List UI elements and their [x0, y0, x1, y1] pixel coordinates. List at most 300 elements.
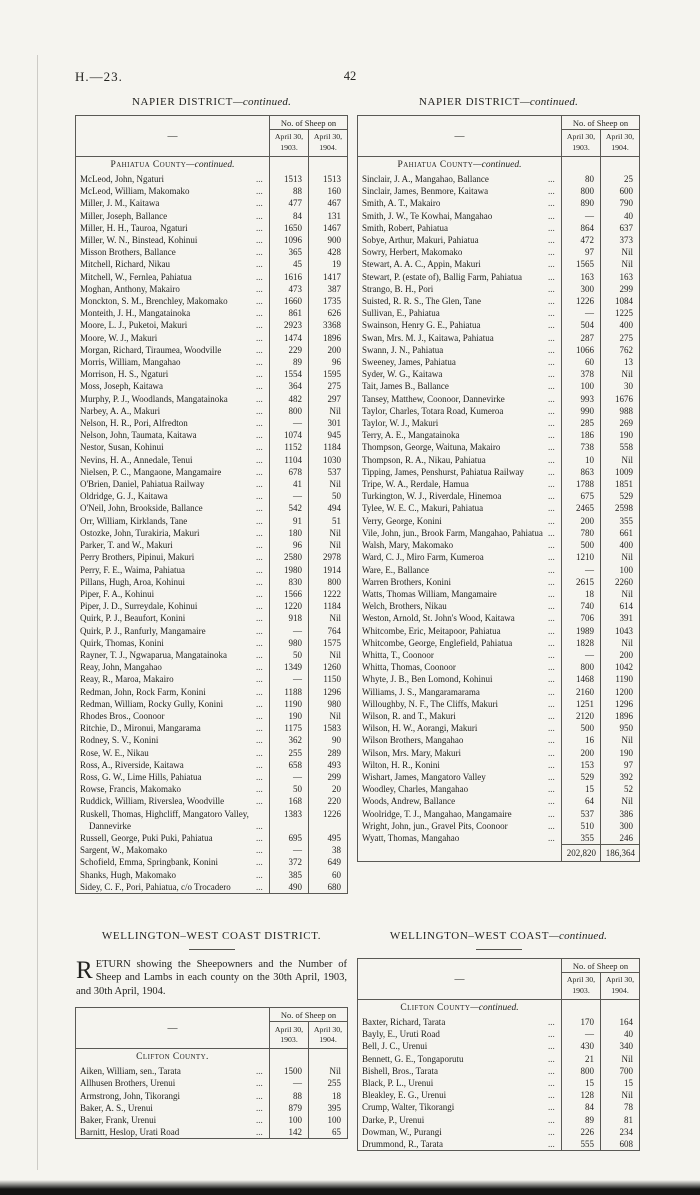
- owner-row: [76, 539, 348, 551]
- owner-name: Whitta, T., Coonoor ...: [358, 649, 562, 661]
- owner-row: [76, 515, 348, 527]
- count-1904: 30: [601, 380, 640, 392]
- district-continued: —continued.: [232, 96, 292, 108]
- count-1904: 945: [309, 429, 348, 441]
- owner-name: Nelson, John, Taumata, Kaitawa ...: [76, 429, 270, 441]
- count-1903: 200: [562, 747, 601, 759]
- owner-name: Ostozke, John, Turakiria, Makuri ...: [76, 527, 270, 539]
- count-1903: 96: [270, 539, 309, 551]
- owner-name: Reay, John, Mangahao ...: [76, 661, 270, 673]
- owner-name: Barnitt, Heslop, Urati Road ...: [76, 1126, 270, 1139]
- owner-row: [358, 1089, 640, 1101]
- count-1904: 355: [601, 515, 640, 527]
- owner-row: [358, 380, 640, 392]
- owner-name: Sowry, Herbert, Makomako ...: [358, 246, 562, 258]
- owner-name: Nelson, H. R., Pori, Alfredton ...: [76, 417, 270, 429]
- count-1904: 200: [601, 649, 640, 661]
- count-1904: 1084: [601, 295, 640, 307]
- owner-name: Terry, A. E., Mangatainoka ...: [358, 429, 562, 441]
- owner-row: [76, 576, 348, 588]
- owner-row: [76, 466, 348, 478]
- count-1903: 1468: [562, 673, 601, 685]
- dropcap-r: R: [76, 957, 93, 984]
- count-1903: 88: [270, 185, 309, 197]
- owner-row: [358, 258, 640, 270]
- count-1904: 980: [309, 698, 348, 710]
- count-1903: 542: [270, 502, 309, 514]
- owner-name: Baxter, Richard, Tarata ...: [358, 1016, 562, 1028]
- owner-row: [76, 600, 348, 612]
- owner-name: Weston, Arnold, St. John's Wood, Kaitawa ...: [358, 612, 562, 624]
- count-1903: —: [270, 490, 309, 502]
- count-1903: 2465: [562, 502, 601, 514]
- owner-name: Wright, John, jun., Gravel Pits, Coonoor ...: [358, 820, 562, 832]
- count-1903: 153: [562, 759, 601, 771]
- owner-row: [358, 1138, 640, 1151]
- owner-row: [358, 649, 640, 661]
- owner-row: [76, 405, 348, 417]
- count-1903: —: [562, 210, 601, 222]
- owner-name: Wyatt, Thomas, Mangahao ...: [358, 832, 562, 845]
- owner-row: [358, 429, 640, 441]
- owner-name: Redman, John, Rock Farm, Konini ...: [76, 686, 270, 698]
- count-1903: 1989: [562, 625, 601, 637]
- count-1904: Nil: [309, 527, 348, 539]
- count-1903: 1210: [562, 551, 601, 563]
- owner-row: [76, 759, 348, 771]
- count-1904: 40: [601, 210, 640, 222]
- count-1903: 529: [562, 771, 601, 783]
- count-1903: 800: [562, 1065, 601, 1077]
- owner-row: [76, 637, 348, 649]
- sheep-count-group-header: No. of Sheep on: [562, 116, 640, 130]
- owner-row: [358, 490, 640, 502]
- owner-name: Welch, Brothers, Nikau ...: [358, 600, 562, 612]
- owner-name: O'Brien, Daniel, Pahiatua Railway ...: [76, 478, 270, 490]
- owner-row: [358, 295, 640, 307]
- count-1904: 1226: [309, 808, 348, 832]
- blank-cell: [601, 1000, 640, 1017]
- count-1903: 472: [562, 234, 601, 246]
- count-1904: 1260: [309, 661, 348, 673]
- blank-cell: [309, 1049, 348, 1066]
- count-1904: 764: [309, 625, 348, 637]
- count-1904: 100: [309, 1114, 348, 1126]
- owner-name: Wilson, Mrs. Mary, Makuri ...: [358, 747, 562, 759]
- count-1904: 529: [601, 490, 640, 502]
- owner-row: [76, 710, 348, 722]
- count-1904: 1296: [601, 698, 640, 710]
- count-1903: 89: [562, 1114, 601, 1126]
- owner-name: Rayner, T. J., Ngwaparua, Mangatainoka ...: [76, 649, 270, 661]
- count-1903: 800: [562, 661, 601, 673]
- owner-row: [358, 1028, 640, 1040]
- owner-row: [76, 527, 348, 539]
- owner-name: Darke, P., Urenui ...: [358, 1114, 562, 1126]
- blank-cell: [562, 157, 601, 174]
- owner-row: [358, 686, 640, 698]
- count-1904: 1190: [601, 673, 640, 685]
- owner-name: McLeod, William, Makomako ...: [76, 185, 270, 197]
- count-1904: 1735: [309, 295, 348, 307]
- count-1903: 500: [562, 539, 601, 551]
- count-1904: 255: [309, 1077, 348, 1089]
- owner-name: Drummond, R., Tarata ...: [358, 1138, 562, 1151]
- total-1904: 186,364: [601, 845, 640, 862]
- count-1903: 861: [270, 307, 309, 319]
- count-1903: 1074: [270, 429, 309, 441]
- owner-row: [76, 490, 348, 502]
- napier-right-column: [357, 96, 640, 862]
- count-1903: 473: [270, 283, 309, 295]
- napier-left-column: [75, 96, 348, 894]
- count-1903: 16: [562, 734, 601, 746]
- owner-row: [358, 588, 640, 600]
- count-1904: 301: [309, 417, 348, 429]
- count-1904: 299: [601, 283, 640, 295]
- owner-name: Ruddick, William, Riverslea, Woodville ...: [76, 795, 270, 807]
- district-name: WELLINGTON–WEST COAST DISTRICT.: [101, 930, 322, 942]
- county-heading-row: [76, 157, 348, 174]
- owner-row: [358, 466, 640, 478]
- owner-name: Willoughby, N. F., The Cliffs, Makuri ...: [358, 698, 562, 710]
- owner-row: [358, 393, 640, 405]
- owner-row: [358, 405, 640, 417]
- owner-name: Taylor, W. J., Makuri ...: [358, 417, 562, 429]
- owner-name: Strango, B. H., Pori ...: [358, 283, 562, 295]
- owner-row: [76, 368, 348, 380]
- count-1904: 900: [309, 234, 348, 246]
- count-1904: 19: [309, 258, 348, 270]
- owner-row: [76, 222, 348, 234]
- owner-name: Moore, L. J., Puketoi, Makuri ...: [76, 319, 270, 331]
- count-1903: 50: [270, 649, 309, 661]
- count-1903: 200: [562, 515, 601, 527]
- sheep-table-wellington-left: [75, 1007, 348, 1139]
- count-1904: 246: [601, 832, 640, 845]
- county-heading: [358, 157, 562, 174]
- owner-row: [76, 1090, 348, 1102]
- owner-row: [358, 673, 640, 685]
- owner-name: Monckton, S. M., Brenchley, Makomako ...: [76, 295, 270, 307]
- owner-name: Piper, F. A., Kohinui ...: [76, 588, 270, 600]
- owner-name: Smith, J. W., Te Kowhai, Mangahao ...: [358, 210, 562, 222]
- owner-row: [76, 173, 348, 185]
- owner-row: [76, 271, 348, 283]
- count-1904: 220: [309, 795, 348, 807]
- count-1903: 430: [562, 1040, 601, 1052]
- owner-row: [76, 625, 348, 637]
- owner-row: [358, 783, 640, 795]
- owner-row: [358, 637, 640, 649]
- owner-name: Bayly, E., Uruti Road ...: [358, 1028, 562, 1040]
- owner-row: [358, 1126, 640, 1138]
- count-1904: 65: [309, 1126, 348, 1139]
- count-1904: Nil: [601, 551, 640, 563]
- county-continued: —continued.: [470, 1003, 519, 1013]
- count-1903: —: [270, 625, 309, 637]
- owner-row: [358, 759, 640, 771]
- name-column-header: —: [358, 116, 562, 157]
- district-name: NAPIER DISTRICT: [418, 96, 520, 108]
- heading-rule: [476, 949, 522, 950]
- intro-text: ETURN showing the Sheepowners and the Number of Sheep and Lambs in each county on the 30th April, 1903, and 30th April, 1904.: [76, 959, 347, 997]
- count-1903: 385: [270, 869, 309, 881]
- sheep-count-group-header: No. of Sheep on: [270, 1008, 348, 1022]
- count-1904: Nil: [601, 795, 640, 807]
- count-1904: 164: [601, 1016, 640, 1028]
- owner-name: Nestor, Susan, Kohinui ...: [76, 441, 270, 453]
- count-1903: 658: [270, 759, 309, 771]
- column-header-1903: April 30, 1903.: [270, 1022, 309, 1049]
- owner-row: [76, 734, 348, 746]
- owner-row: [76, 722, 348, 734]
- owner-row: [358, 441, 640, 453]
- count-1903: 226: [562, 1126, 601, 1138]
- count-1904: 2598: [601, 502, 640, 514]
- count-1904: 131: [309, 210, 348, 222]
- owner-row: [76, 588, 348, 600]
- count-1903: 2923: [270, 319, 309, 331]
- owner-name: Thompson, R. A., Nikau, Pahiatua ...: [358, 454, 562, 466]
- count-1903: 1066: [562, 344, 601, 356]
- count-1903: 229: [270, 344, 309, 356]
- owner-name: Whitcombe, Eric, Meitapoor, Pahiatua ...: [358, 625, 562, 637]
- county-continued: —continued.: [473, 160, 522, 170]
- count-1903: 89: [270, 356, 309, 368]
- owner-name: Reay, R., Maroa, Makairo ...: [76, 673, 270, 685]
- wellington-left-column: [75, 930, 348, 1139]
- owner-name: Sargent, W., Makomako ...: [76, 844, 270, 856]
- count-1903: 97: [562, 246, 601, 258]
- count-1904: 700: [601, 1065, 640, 1077]
- district-name: NAPIER DISTRICT: [131, 96, 233, 108]
- owner-row: [358, 1101, 640, 1113]
- count-1904: 96: [309, 356, 348, 368]
- count-1903: 84: [270, 210, 309, 222]
- county-name: Clifton County: [400, 1003, 471, 1013]
- column-header-1903: April 30, 1903.: [562, 130, 601, 157]
- count-1904: 950: [601, 722, 640, 734]
- owner-name: Piper, J. D., Surreydale, Kohinui ...: [76, 600, 270, 612]
- owner-row: [358, 612, 640, 624]
- owner-name: Rodney, S. V., Konini ...: [76, 734, 270, 746]
- count-1904: 190: [601, 747, 640, 759]
- count-1904: Nil: [601, 368, 640, 380]
- count-1904: Nil: [601, 246, 640, 258]
- owner-name: Wilson, H. W., Aorangi, Makuri ...: [358, 722, 562, 734]
- count-1904: 626: [309, 307, 348, 319]
- count-1903: 1788: [562, 478, 601, 490]
- count-1903: 918: [270, 612, 309, 624]
- owner-row: [76, 551, 348, 563]
- count-1903: —: [270, 1077, 309, 1089]
- count-1904: 81: [601, 1114, 640, 1126]
- owner-name: Tylee, W. E. C., Makuri, Pahiatua ...: [358, 502, 562, 514]
- count-1903: 1251: [562, 698, 601, 710]
- count-1904: 386: [601, 808, 640, 820]
- count-1904: 400: [601, 539, 640, 551]
- count-1903: 1828: [562, 637, 601, 649]
- count-1904: 163: [601, 271, 640, 283]
- count-1904: 160: [309, 185, 348, 197]
- count-1903: 490: [270, 881, 309, 894]
- total-1903: 202,820: [562, 845, 601, 862]
- owner-row: [76, 478, 348, 490]
- owner-row: [358, 1114, 640, 1126]
- owner-name: Bennett, G. E., Tongaporutu ...: [358, 1053, 562, 1065]
- owner-row: [76, 185, 348, 197]
- count-1903: 372: [270, 856, 309, 868]
- owner-row: [358, 832, 640, 845]
- owner-row: [76, 356, 348, 368]
- owner-name: Tansey, Matthew, Coonoor, Dannevirke ...: [358, 393, 562, 405]
- count-1903: 2160: [562, 686, 601, 698]
- owner-name: Thompson, George, Waituna, Makairo ...: [358, 441, 562, 453]
- count-1903: —: [270, 844, 309, 856]
- blank-cell: [358, 845, 562, 862]
- count-1903: 180: [270, 527, 309, 539]
- owner-name: Smith, A. T., Makairo ...: [358, 197, 562, 209]
- owner-row: [76, 856, 348, 868]
- owner-row: [76, 246, 348, 258]
- count-1903: 10: [562, 454, 601, 466]
- return-intro-paragraph: [76, 958, 347, 998]
- count-1904: 1583: [309, 722, 348, 734]
- count-1904: Nil: [601, 454, 640, 466]
- owner-row: [358, 222, 640, 234]
- count-1903: 890: [562, 197, 601, 209]
- owner-name: Quirk, Thomas, Konini ...: [76, 637, 270, 649]
- county-continued: —continued.: [186, 160, 235, 170]
- count-1903: 1349: [270, 661, 309, 673]
- county-name: Pahiatua County: [110, 160, 187, 170]
- count-1903: 879: [270, 1102, 309, 1114]
- count-1904: 494: [309, 502, 348, 514]
- name-column-header: —: [76, 116, 270, 157]
- owner-name: Rhodes Bros., Coonoor ...: [76, 710, 270, 722]
- count-1903: 1226: [562, 295, 601, 307]
- owner-name: Murphy, P. J., Woodlands, Mangatainoka ...: [76, 393, 270, 405]
- sheep-table-napier-right: [357, 115, 640, 862]
- owner-name: Shanks, Hugh, Makomako ...: [76, 869, 270, 881]
- owner-name: Wilson Brothers, Mangahao ...: [358, 734, 562, 746]
- owner-row: [76, 869, 348, 881]
- count-1904: 275: [601, 332, 640, 344]
- count-1904: 289: [309, 747, 348, 759]
- count-1903: 555: [562, 1138, 601, 1151]
- count-1904: 200: [309, 344, 348, 356]
- owner-name: Ross, G. W., Lime Hills, Pahiatua ...: [76, 771, 270, 783]
- sheep-table-wellington-right: [357, 958, 640, 1151]
- owner-row: [358, 600, 640, 612]
- count-1904: 50: [309, 490, 348, 502]
- district-heading-napier-right: [357, 96, 640, 108]
- count-1903: 695: [270, 832, 309, 844]
- owner-row: [76, 454, 348, 466]
- count-1903: 738: [562, 441, 601, 453]
- count-1904: 60: [309, 869, 348, 881]
- count-1904: 340: [601, 1040, 640, 1052]
- count-1903: 980: [270, 637, 309, 649]
- blank-cell: [562, 1000, 601, 1017]
- owner-row: [76, 380, 348, 392]
- owner-name: Monteith, J. H., Mangatainoka ...: [76, 307, 270, 319]
- count-1904: 15: [601, 1077, 640, 1089]
- count-1903: 830: [270, 576, 309, 588]
- owner-row: [358, 576, 640, 588]
- count-1904: Nil: [601, 734, 640, 746]
- county-heading: [358, 1000, 562, 1017]
- count-1904: 297: [309, 393, 348, 405]
- owner-row: [76, 747, 348, 759]
- count-1904: 300: [601, 820, 640, 832]
- count-1903: 100: [270, 1114, 309, 1126]
- count-1904: 13: [601, 356, 640, 368]
- owner-name: Morrison, H. S., Ngaturi ...: [76, 368, 270, 380]
- count-1904: 614: [601, 600, 640, 612]
- owner-row: [358, 271, 640, 283]
- count-1904: 40: [601, 1028, 640, 1040]
- owner-name: Moss, Joseph, Kaitawa ...: [76, 380, 270, 392]
- owner-row: [76, 332, 348, 344]
- count-1903: 482: [270, 393, 309, 405]
- owner-name: Ritchie, D., Mironui, Mangarama ...: [76, 722, 270, 734]
- owner-row: [358, 747, 640, 759]
- count-1904: Nil: [309, 710, 348, 722]
- scan-edge-bottom: [0, 1180, 700, 1195]
- name-column-header: —: [76, 1008, 270, 1049]
- owner-name: Swann, J. N., Pahiatua ...: [358, 344, 562, 356]
- column-header-1903: April 30, 1903.: [270, 130, 309, 157]
- count-1903: 21: [562, 1053, 601, 1065]
- owner-name: Aiken, William, sen., Tarata ...: [76, 1065, 270, 1077]
- owner-name: Ward, C. J., Miro Farm, Kumeroa ...: [358, 551, 562, 563]
- owner-name: Sinclair, J. A., Mangahao, Ballance ...: [358, 173, 562, 185]
- count-1904: Nil: [601, 637, 640, 649]
- owner-name: Moghan, Anthony, Makairo ...: [76, 283, 270, 295]
- count-1904: 608: [601, 1138, 640, 1151]
- county-heading-row: [358, 1000, 640, 1017]
- count-1903: 285: [562, 417, 601, 429]
- count-1904: Nil: [309, 1065, 348, 1077]
- owner-row: [358, 1077, 640, 1089]
- count-1904: 661: [601, 527, 640, 539]
- owner-row: [358, 698, 640, 710]
- owner-row: [76, 319, 348, 331]
- owner-name: Orr, William, Kirklands, Tane ...: [76, 515, 270, 527]
- county-heading: [76, 157, 270, 174]
- owner-name: Woodley, Charles, Mangahao ...: [358, 783, 562, 795]
- owner-row: [76, 661, 348, 673]
- count-1903: 800: [270, 405, 309, 417]
- owner-row: [76, 1077, 348, 1089]
- owner-row: [76, 783, 348, 795]
- count-1904: 680: [309, 881, 348, 894]
- count-1903: 1188: [270, 686, 309, 698]
- count-1903: 678: [270, 466, 309, 478]
- district-continued: —continued.: [549, 930, 608, 942]
- count-1903: 170: [562, 1016, 601, 1028]
- owner-name: Syder, W. G., Kaitawa ...: [358, 368, 562, 380]
- owner-name: Smith, Robert, Pahiatua ...: [358, 222, 562, 234]
- count-1904: Nil: [309, 612, 348, 624]
- column-header-1903: April 30, 1903.: [562, 973, 601, 1000]
- count-1904: 25: [601, 173, 640, 185]
- count-1904: 537: [309, 466, 348, 478]
- owner-name: Tripe, W. A., Rerdale, Hamua ...: [358, 478, 562, 490]
- owner-name: Schofield, Emma, Springbank, Konini ...: [76, 856, 270, 868]
